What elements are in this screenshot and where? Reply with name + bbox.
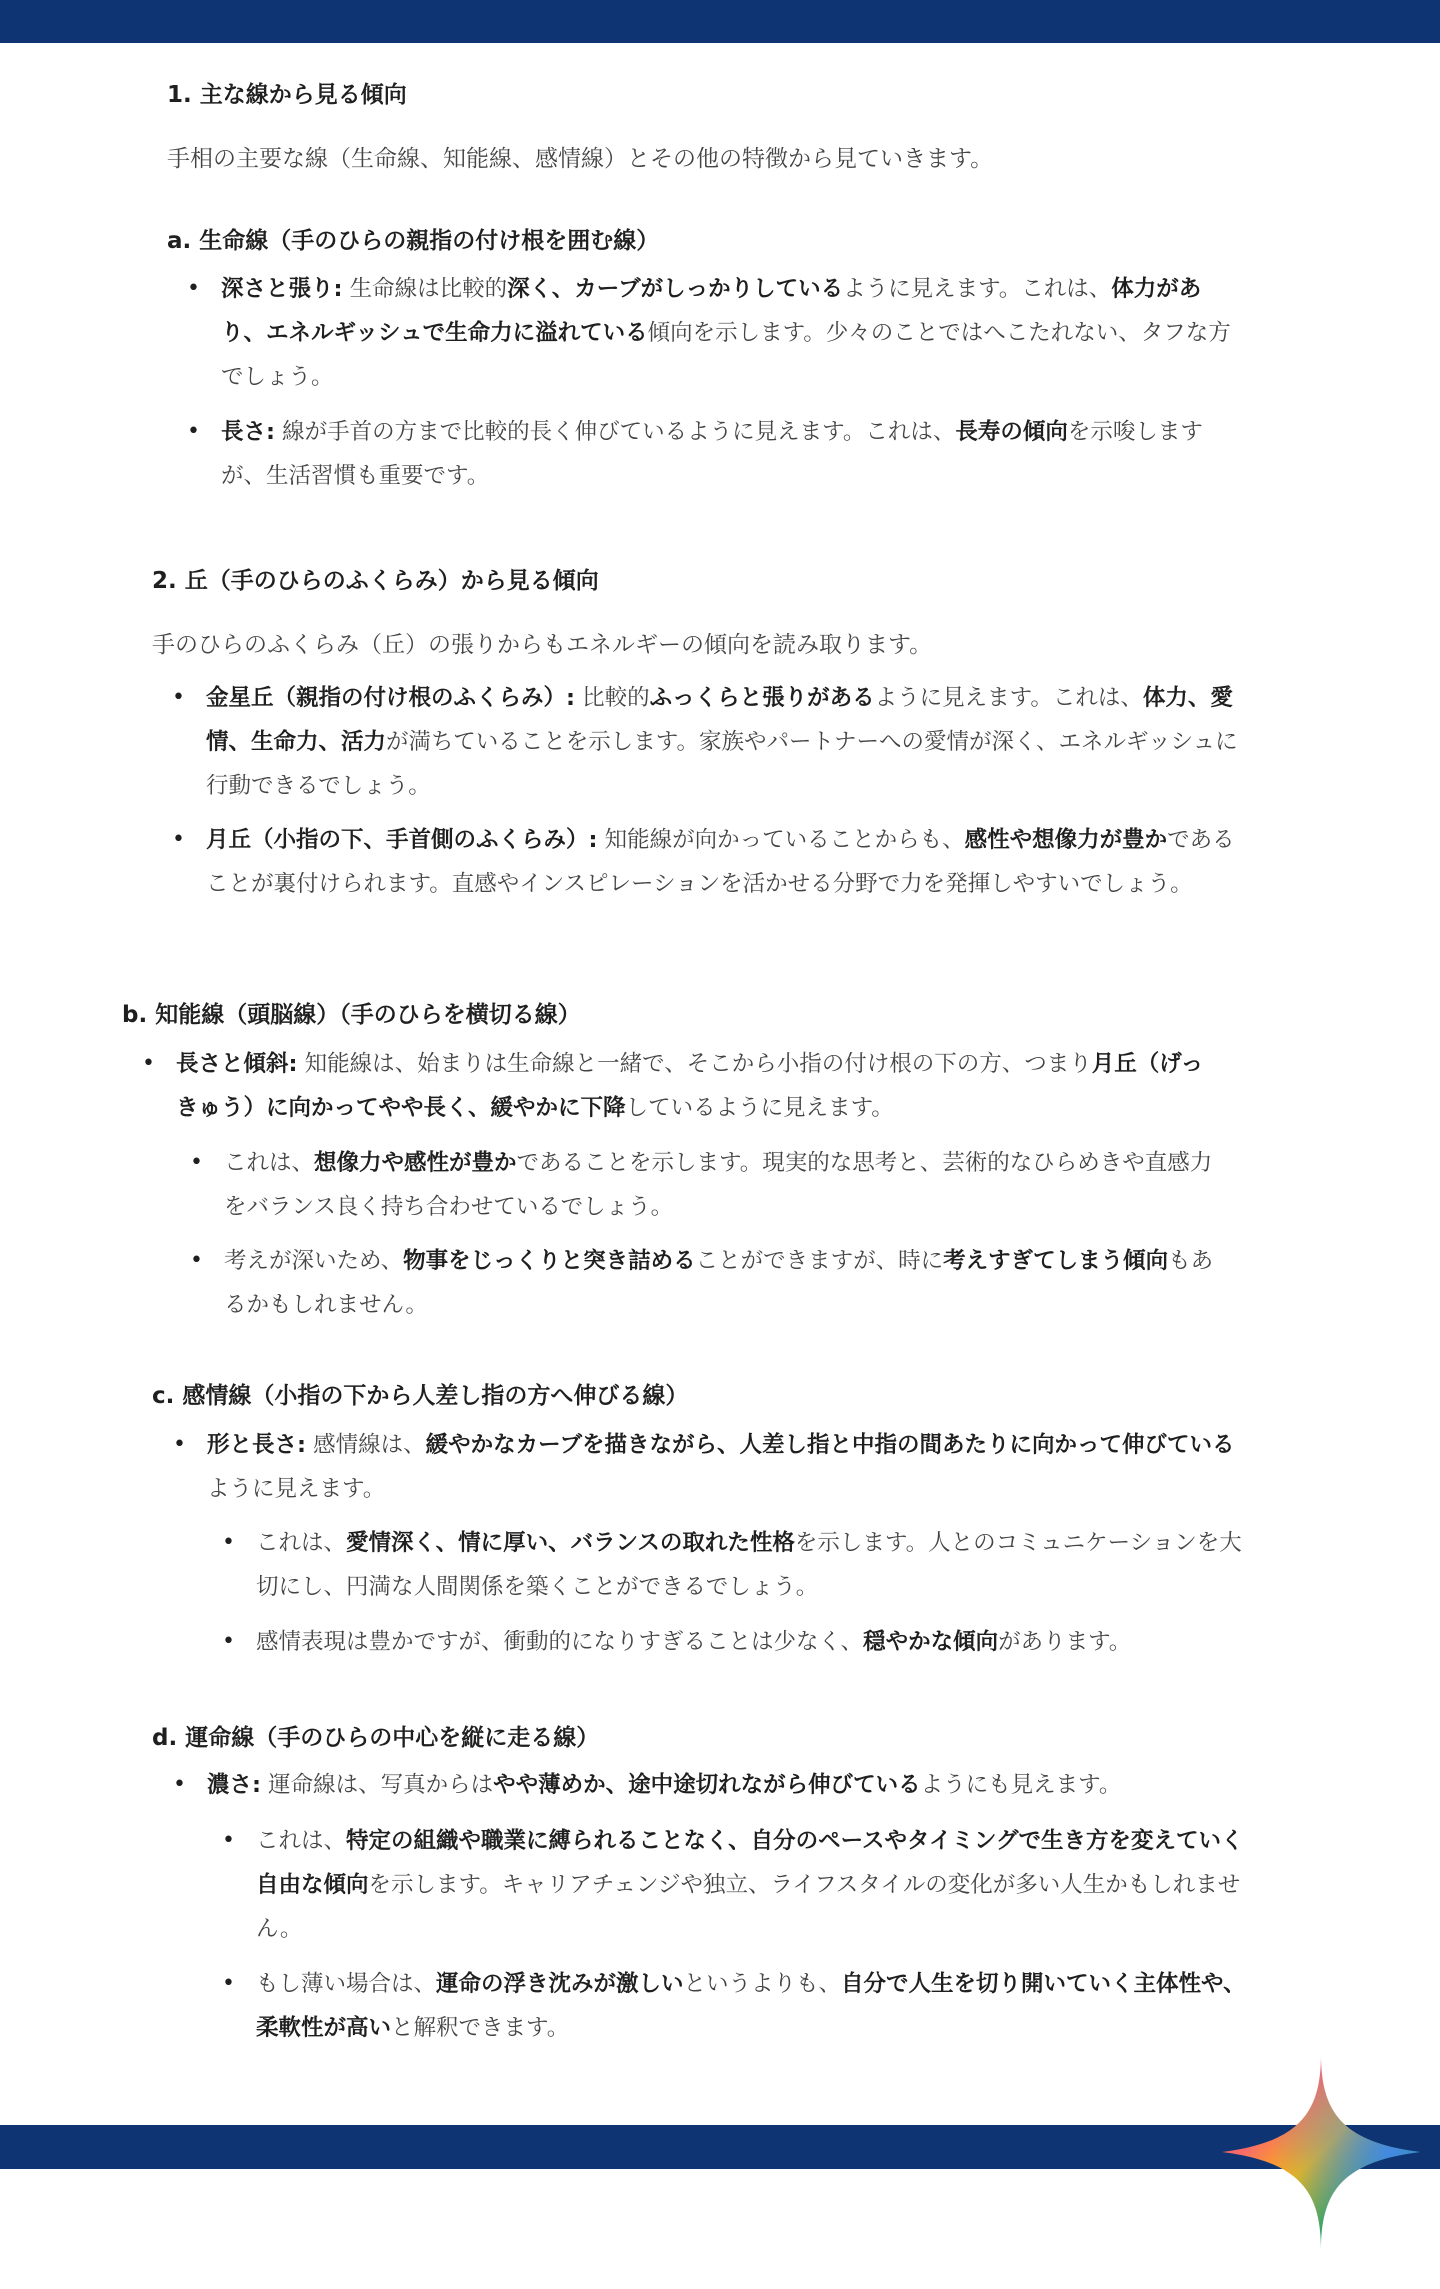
subsection-a-heading: a. 生命線（手のひらの親指の付け根を囲む線） — [167, 228, 660, 254]
body-text: 生命線は比較的 — [342, 276, 508, 302]
emphasis-text: 長さ: — [221, 419, 275, 445]
emphasis-text: 月丘（小指の下、手首側のふくらみ）: — [206, 827, 598, 853]
list-item — [172, 818, 1246, 906]
body-text: しているように見えます。 — [625, 1095, 894, 1121]
emphasis-text: 運命の浮き沈みが激しい — [436, 1971, 684, 1997]
body-text: ように見えます。これは、 — [874, 685, 1143, 711]
emphasis-text: 深さと張り: — [221, 276, 343, 302]
emphasis-text: 長寿の傾向 — [955, 419, 1068, 445]
bullet-icon: • — [222, 1971, 235, 1996]
list-item — [173, 1423, 1247, 1511]
emphasis-text: 想像力や感性が豊か — [314, 1150, 517, 1176]
list-item — [142, 1042, 1216, 1130]
list-item — [172, 676, 1246, 808]
emphasis-text: 愛情深く、情に厚い、バランスの取れた性格 — [346, 1530, 795, 1556]
emphasis-text: 金星丘（親指の付け根のふくらみ）: — [206, 685, 575, 711]
body-text: 傾向を示します。少々のことではへこたれない、タフな方でしょう。 — [221, 320, 1231, 390]
emphasis-text: ふっくらと張りがある — [649, 685, 875, 711]
bullet-icon: • — [187, 276, 200, 301]
list-item — [187, 410, 1246, 498]
emphasis-text: 深く、カーブがしっかりしている — [507, 276, 844, 302]
body-text: であることが裏付けられます。直感やインスピレーションを活かせる分野で力を発揮しやすいでしょう。 — [206, 827, 1235, 897]
body-text: もし薄い場合は、 — [256, 1971, 437, 1997]
list-item — [187, 267, 1246, 399]
list-item — [222, 1819, 1251, 1951]
body-text: を示唆しますが、生活習慣も重要です。 — [221, 419, 1203, 489]
emphasis-text: 長さと傾斜: — [176, 1051, 298, 1077]
bullet-icon: • — [172, 827, 185, 852]
body-text: と解釈できます。 — [391, 2015, 570, 2041]
emphasis-text: 濃さ: — [207, 1772, 261, 1798]
body-text: 比較的 — [575, 685, 650, 711]
emphasis-text: 特定の組織や職業に縛られることなく、自分のペースやタイミングで生き方を変えていく自由な傾向 — [256, 1828, 1244, 1898]
body-text: ことができますが、時に — [695, 1248, 944, 1274]
body-text: ように見えます。 — [207, 1476, 386, 1502]
section-1-intro: 手相の主要な線（生命線、知能線、感情線）とその他の特徴から見ていきます。 — [167, 146, 994, 172]
body-text: 線が手首の方まで比較的長く伸びているように見えます。これは、 — [275, 419, 956, 445]
emphasis-text: 感性や想像力が豊か — [964, 827, 1168, 853]
emphasis-text: 体力があり、エネルギッシュで生命力に溢れている — [221, 276, 1202, 346]
body-text: ように見えます。これは、 — [843, 276, 1112, 302]
bullet-icon: • — [190, 1150, 203, 1175]
body-text: を示します。キャリアチェンジや独立、ライフスタイルの変化が多い人生かもしれません。 — [256, 1872, 1241, 1942]
emphasis-text: 考えすぎてしまう傾向 — [943, 1248, 1169, 1274]
bullet-icon: • — [173, 1432, 186, 1457]
gemini-sparkle-icon — [1220, 2052, 1422, 2252]
emphasis-text: 物事をじっくりと突き詰める — [403, 1248, 696, 1274]
list-item — [222, 1521, 1251, 1609]
body-text: 知能線は、始まりは生命線と一緒で、そこから小指の付け根の下の方、つまり — [297, 1051, 1092, 1077]
bullet-icon: • — [190, 1248, 203, 1273]
body-text: もあるかもしれません。 — [224, 1248, 1214, 1318]
bullet-icon: • — [187, 419, 200, 444]
body-text: 知能線が向かっていることからも、 — [597, 827, 965, 853]
body-text: を示します。人とのコミュニケーションを大切にし、円満な人間関係を築くことができるでしょう。 — [256, 1530, 1242, 1600]
body-text: があります。 — [998, 1629, 1132, 1655]
bullet-icon: • — [222, 1530, 235, 1555]
body-text: 感情表現は豊かですが、衝動的になりすぎることは少なく、 — [256, 1629, 864, 1655]
list-item — [173, 1763, 1247, 1807]
emphasis-text: 自分で人生を切り開いていく主体性や、柔軟性が高い — [256, 1971, 1246, 2041]
bullet-icon: • — [142, 1051, 155, 1076]
body-text: これは、 — [256, 1530, 347, 1556]
section-1-heading: 1. 主な線から見る傾向 — [167, 82, 407, 108]
body-text: これは、 — [224, 1150, 315, 1176]
body-text: これは、 — [256, 1828, 347, 1854]
emphasis-text: やや薄めか、途中途切れながら伸びている — [493, 1772, 921, 1798]
list-item — [222, 1962, 1251, 2050]
body-text: 運命線は、写真からは — [261, 1772, 494, 1798]
subsection-c-heading: c. 感情線（小指の下から人差し指の方へ伸びる線） — [152, 1383, 689, 1409]
bullet-icon: • — [173, 1772, 186, 1797]
emphasis-text: 穏やかな傾向 — [863, 1629, 999, 1655]
list-item — [190, 1239, 1224, 1327]
emphasis-text: 体力、愛情、生命力、活力 — [206, 685, 1233, 755]
bullet-icon: • — [172, 685, 185, 710]
list-item — [190, 1141, 1214, 1229]
top-banner — [0, 0, 1440, 43]
section-2-intro: 手のひらのふくらみ（丘）の張りからもエネルギーの傾向を読み取ります。 — [152, 632, 933, 658]
bullet-icon: • — [222, 1828, 235, 1853]
subsection-b-heading: b. 知能線（頭脳線）（手のひらを横切る線） — [122, 1002, 581, 1028]
section-2-heading: 2. 丘（手のひらのふくらみ）から見る傾向 — [152, 568, 599, 594]
body-text: というよりも、 — [683, 1971, 842, 1997]
bullet-icon: • — [222, 1629, 235, 1654]
body-text: 考えが深いため、 — [224, 1248, 404, 1274]
body-text: ようにも見えます。 — [920, 1772, 1122, 1798]
emphasis-text: 形と長さ: — [207, 1432, 306, 1458]
body-text: 感情線は、 — [306, 1432, 426, 1458]
body-text: であることを示します。現実的な思考と、芸術的なひらめきや直感力をバランス良く持ち合わせているでしょう。 — [224, 1150, 1213, 1220]
subsection-d-heading: d. 運命線（手のひらの中心を縦に走る線） — [152, 1725, 600, 1751]
body-text: が満ちていることを示します。家族やパートナーへの愛情が深く、エネルギッシュに行動できるでしょう。 — [206, 729, 1238, 799]
emphasis-text: 月丘（げっきゅう）に向かってやや長く、緩やかに下降 — [176, 1051, 1204, 1121]
emphasis-text: 緩やかなカーブを描きながら、人差し指と中指の間あたりに向かって伸びている — [425, 1432, 1235, 1458]
list-item — [222, 1620, 1256, 1664]
